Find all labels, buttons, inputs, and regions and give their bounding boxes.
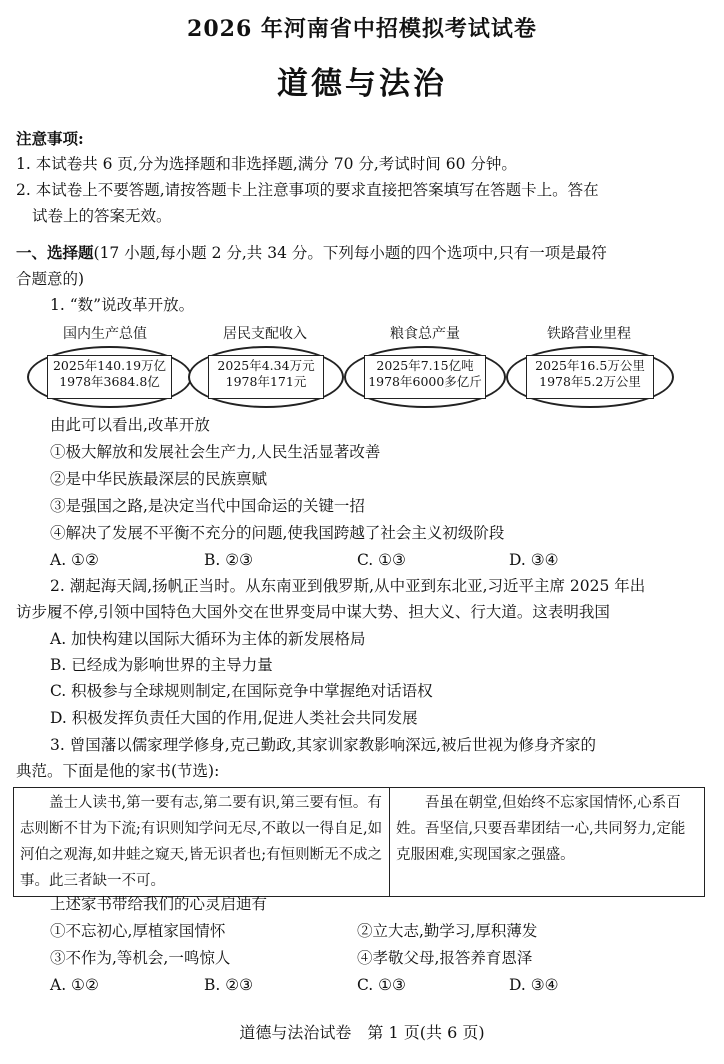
exam-title: 2026 年河南省中招模拟考试试卷 [187,16,537,42]
q1-option-d: D. ③④ [509,551,559,569]
q1-data-1978: 1978年5.2万公里 [539,374,641,389]
subject-title: 道德与法治 [277,66,447,102]
q1-statement: ④解决了发展不平衡不充分的问题,使我国跨越了社会主义初级阶段 [50,524,505,542]
q1-category-label: 国内生产总值 [63,326,147,342]
q1-data-1978: 1978年6000多亿斤 [368,374,482,389]
section-heading-bold: 一、选择题 [16,243,94,262]
page-footer: 道德与法治试卷 第 1 页(共 6 页) [239,1023,485,1042]
q3-option-b: B. ②③ [204,976,254,994]
q1-statement: ③是强国之路,是决定当代中国命运的关键一招 [50,497,365,515]
q1-category-label: 居民支配收入 [223,326,307,342]
q1-data-oval [344,346,506,408]
q1-option-c: C. ①③ [357,551,406,569]
q1-stem: 1. “数”说改革开放。 [50,296,195,314]
q1-option-a: A. ①② [50,551,99,569]
note-item-2-cont: 试卷上的答案无效。 [32,207,172,225]
q3-option-c: C. ①③ [357,976,406,994]
q1-data-box [526,355,654,399]
q1-data-2025: 2025年7.15亿吨 [376,358,474,373]
q1-statement: ②是中华民族最深层的民族禀赋 [50,470,268,488]
q2-stem-line2: 访步履不停,引领中国特色大国外交在世界变局中谋大势、担大义、行大道。这表明我国 [16,603,610,621]
notes-heading: 注意事项: [16,129,84,148]
q1-data-2025: 2025年4.34万元 [217,358,315,373]
q1-data-oval [188,346,344,408]
q1-data-2025: 2025年140.19万亿 [52,358,167,373]
q1-lead: 由此可以看出,改革开放 [50,416,210,434]
q1-data-2025: 2025年16.5万公里 [535,358,645,373]
q1-category-label: 铁路营业里程 [547,326,631,342]
q3-stem-line2: 典范。下面是他的家书(节选): [16,762,220,780]
q1-option-b: B. ②③ [204,551,254,569]
q3-statement: ③不作为,等机会,一鸣惊人 [50,949,231,967]
q1-data-1978: 1978年171元 [225,374,307,389]
q1-data-box [47,355,172,399]
q1-data-oval [27,346,192,408]
q1-data-oval [506,346,674,408]
q1-category-label: 粮食总产量 [390,326,460,342]
q3-lead: 上述家书带给我们的心灵启迪有 [50,895,268,913]
q3-letter-box [13,787,705,897]
q3-letter-right: 吾虽在朝堂,但始终不忘家国情怀,心系百姓。吾坚信,只要吾辈团结一心,共同努力,定能克服困难,实现国家之强盛。 [396,795,686,863]
q1-data-1978: 1978年3684.8亿 [59,374,160,389]
q3-letter-left: 盖士人读书,第一要有志,第二要有识,第三要有恒。有志则断不甘为下流;有识则知学问无尽,不敢以一得自足,如河伯之观海,如井蛙之窥天,皆无识者也;有恒则断无不成之事。此三者缺一不可。 [20,795,383,889]
note-item-2: 2. 本试卷上不要答题,请按答题卡上注意事项的要求直接把答案填写在答题卡上。答在 [16,181,599,199]
q2-stem-line1: 2. 潮起海天阔,扬帆正当时。从东南亚到俄罗斯,从中亚到东北亚,习近平主席 2025 年出 [50,577,646,595]
section-heading [16,240,607,266]
q3-statement: ①不忘初心,厚植家国情怀 [50,922,226,940]
q2-option-a: A. 加快构建以国际大循环为主体的新发展格局 [50,630,366,648]
q3-option-d: D. ③④ [509,976,559,994]
q1-statement: ①极大解放和发展社会生产力,人民生活显著改善 [50,443,381,461]
q3-stem-line1: 3. 曾国藩以儒家理学修身,克己勤政,其家训家教影响深远,被后世视为修身齐家的 [50,736,596,754]
q1-data-box [208,355,324,399]
q3-option-a: A. ①② [50,976,99,994]
q2-option-d: D. 积极发挥负责任大国的作用,促进人类社会共同发展 [50,709,418,727]
q1-data-box [364,355,486,399]
section-heading-line2: 合题意的) [16,270,85,288]
q3-statement: ④孝敬父母,报答养育恩泽 [357,949,533,967]
q2-option-c: C. 积极参与全球规则制定,在国际竞争中掌握绝对话语权 [50,682,433,700]
q3-statement: ②立大志,勤学习,厚积薄发 [357,922,538,940]
note-item-1: 1. 本试卷共 6 页,分为选择题和非选择题,满分 70 分,考试时间 60 分钟。 [16,155,517,173]
section-heading-rest: (17 小题,每小题 2 分,共 34 分。下列每小题的四个选项中,只有一项是最符 [93,244,607,262]
q2-option-b: B. 已经成为影响世界的主导力量 [50,656,273,674]
